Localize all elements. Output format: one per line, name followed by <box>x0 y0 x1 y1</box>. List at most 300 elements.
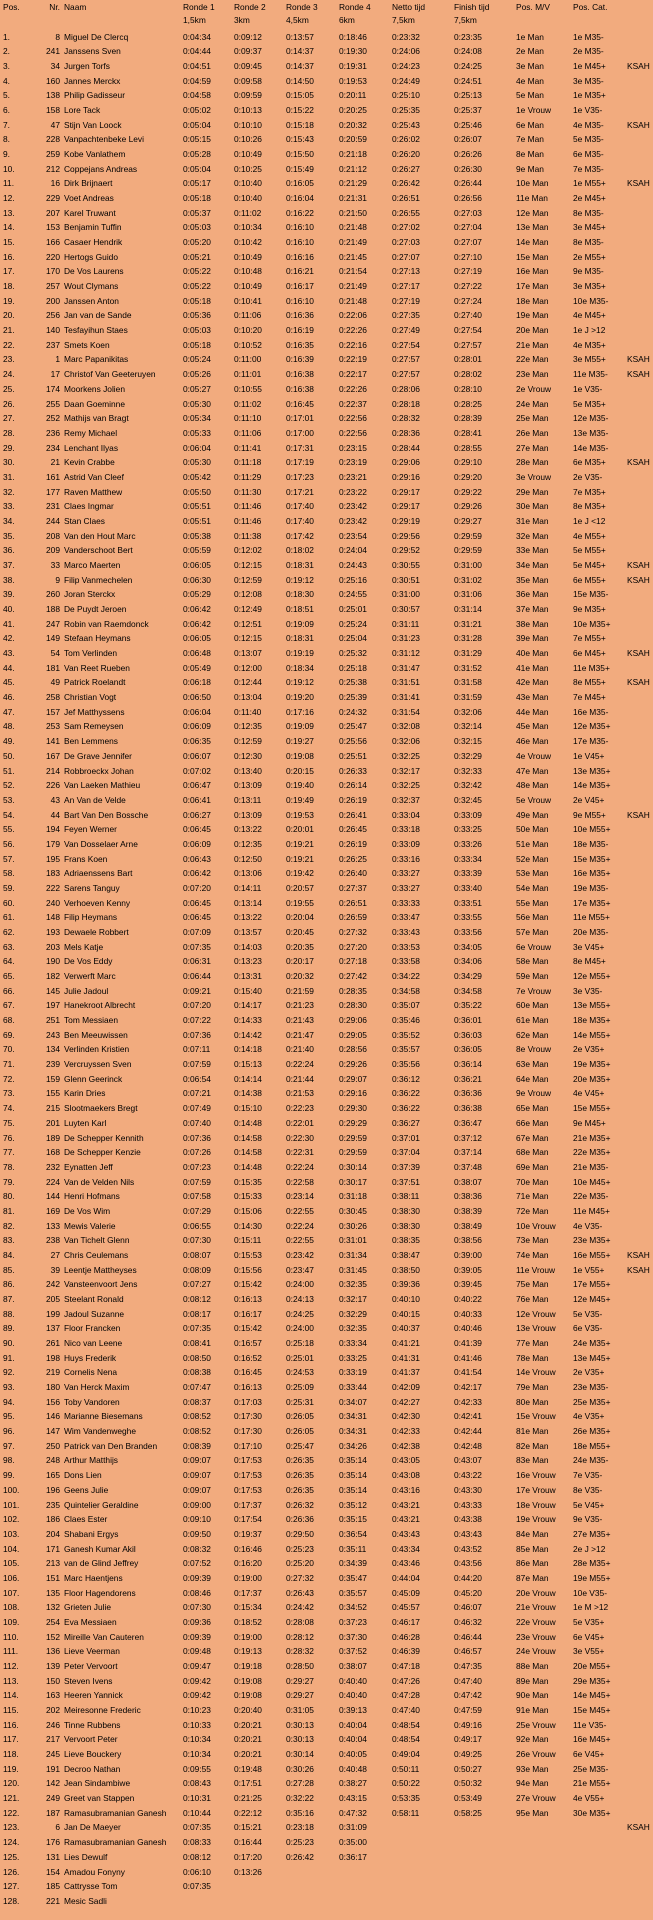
cell-naam: Van Reet Rueben <box>64 662 130 673</box>
cell-naam: Quintelier Geraldine <box>64 1499 139 1510</box>
cell-ronde1: 0:07:59 <box>183 1176 211 1187</box>
cell-finish-tijd: 0:27:10 <box>454 251 482 262</box>
cell-pos-cat: 1e M45+ <box>573 60 606 71</box>
cell-ronde2: 0:12:02 <box>234 545 262 556</box>
cell-ronde1: 0:06:05 <box>183 559 211 570</box>
table-row <box>0 1865 653 1879</box>
cell-ronde4: 0:25:38 <box>339 677 367 688</box>
cell-ronde4: 0:26:59 <box>339 912 367 923</box>
cell-pos: 86. <box>3 1279 15 1290</box>
cell-pos-cat: 4e M55+ <box>573 530 606 541</box>
cell-pos: 59. <box>3 882 15 893</box>
cell-pos-cat: 9e M35- <box>573 266 604 277</box>
cell-pos: 23. <box>3 354 15 365</box>
cell-finish-tijd: 0:38:36 <box>454 1191 482 1202</box>
cell-naam: Van Tichelt Glenn <box>64 1235 130 1246</box>
cell-pos-cat: 5e M45+ <box>573 559 606 570</box>
cell-pos-cat: 16e M55+ <box>573 1249 611 1260</box>
cell-pos-mv: 51e Man <box>516 838 549 849</box>
cell-netto-tijd: 0:33:27 <box>392 868 420 879</box>
cell-ronde3: 0:24:53 <box>286 1367 314 1378</box>
cell-ronde1: 0:08:46 <box>183 1587 211 1598</box>
cell-nr: 189 <box>46 1132 60 1143</box>
cell-ronde1: 0:06:50 <box>183 692 211 703</box>
cell-nr: 183 <box>46 868 60 879</box>
cell-ronde1: 0:06:54 <box>183 1073 211 1084</box>
cell-netto-tijd: 0:45:57 <box>392 1602 420 1613</box>
cell-pos-mv: 75e Man <box>516 1279 549 1290</box>
cell-pos: 49. <box>3 736 15 747</box>
cell-ronde4: 0:23:22 <box>339 486 367 497</box>
cell-ronde3: 0:16:35 <box>286 339 314 350</box>
table-row <box>0 1189 653 1203</box>
cell-ronde2: 0:13:23 <box>234 956 262 967</box>
cell-nr: 34 <box>50 60 60 71</box>
cell-netto-tijd: 0:28:32 <box>392 413 420 424</box>
cell-pos-cat: 6e M35- <box>573 148 604 159</box>
cell-pos-mv: 87e Man <box>516 1572 549 1583</box>
cell-finish-tijd: 0:38:49 <box>454 1220 482 1231</box>
cell-ronde4: 0:20:59 <box>339 134 367 145</box>
cell-nr: 201 <box>46 1117 60 1128</box>
table-row <box>0 294 653 308</box>
cell-ronde4: 0:40:40 <box>339 1675 367 1686</box>
cell-club: KSAH <box>627 354 650 365</box>
cell-club: KSAH <box>627 574 650 585</box>
cell-ronde2: 0:16:20 <box>234 1558 262 1569</box>
cell-finish-tijd: 0:50:27 <box>454 1763 482 1774</box>
cell-nr: 180 <box>46 1382 60 1393</box>
cell-nr: 204 <box>46 1528 60 1539</box>
cell-finish-tijd: 0:29:22 <box>454 486 482 497</box>
table-row <box>0 1879 653 1893</box>
cell-netto-tijd: 0:34:22 <box>392 971 420 982</box>
cell-ronde4: 0:20:25 <box>339 104 367 115</box>
cell-ronde3: 0:22:58 <box>286 1176 314 1187</box>
cell-naam: Cattrysse Tom <box>64 1881 118 1892</box>
cell-ronde4: 0:22:26 <box>339 383 367 394</box>
cell-ronde3: 0:17:16 <box>286 706 314 717</box>
cell-finish-tijd: 0:43:38 <box>454 1514 482 1525</box>
cell-ronde3: 0:21:59 <box>286 985 314 996</box>
cell-ronde4: 0:21:49 <box>339 237 367 248</box>
cell-nr: 168 <box>46 1147 60 1158</box>
cell-nr: 131 <box>46 1851 60 1862</box>
cell-ronde1: 0:05:29 <box>183 589 211 600</box>
cell-netto-tijd: 0:27:57 <box>392 369 420 380</box>
cell-naam: Huys Frederik <box>64 1352 117 1363</box>
cell-ronde4: 0:26:19 <box>339 794 367 805</box>
cell-ronde2: 0:16:44 <box>234 1837 262 1848</box>
cell-ronde3: 0:26:05 <box>286 1426 314 1437</box>
header-ronde4: Ronde 4 <box>339 2 371 12</box>
cell-finish-tijd: 0:40:33 <box>454 1308 482 1319</box>
cell-ronde1: 0:10:33 <box>183 1719 211 1730</box>
cell-pos-cat: 3e V45+ <box>573 941 605 952</box>
cell-ronde1: 0:09:07 <box>183 1470 211 1481</box>
cell-netto-tijd: 0:38:30 <box>392 1205 420 1216</box>
cell-ronde4: 0:23:21 <box>339 471 367 482</box>
cell-netto-tijd: 0:33:04 <box>392 809 420 820</box>
cell-ronde4: 0:37:23 <box>339 1616 367 1627</box>
cell-ronde1: 0:06:35 <box>183 736 211 747</box>
cell-ronde1: 0:09:50 <box>183 1528 211 1539</box>
cell-ronde2: 0:13:57 <box>234 926 262 937</box>
cell-finish-tijd: 0:27:04 <box>454 222 482 233</box>
cell-ronde2: 0:09:45 <box>234 60 262 71</box>
cell-ronde3: 0:20:17 <box>286 956 314 967</box>
cell-ronde4: 0:22:06 <box>339 310 367 321</box>
cell-ronde3: 0:28:32 <box>286 1646 314 1657</box>
cell-netto-tijd: 0:27:07 <box>392 251 420 262</box>
cell-pos-cat: 3e M35- <box>573 75 604 86</box>
cell-ronde2: 0:11:46 <box>234 515 262 526</box>
cell-pos-cat: 4e M45+ <box>573 310 606 321</box>
table-row <box>0 822 653 836</box>
cell-pos-mv: 86e Man <box>516 1558 549 1569</box>
cell-ronde1: 0:06:45 <box>183 824 211 835</box>
cell-ronde1: 0:10:44 <box>183 1807 211 1818</box>
cell-ronde1: 0:05:38 <box>183 530 211 541</box>
cell-pos-cat: 1e M35- <box>573 31 604 42</box>
cell-ronde2: 0:15:35 <box>234 1176 262 1187</box>
cell-ronde2: 0:14:11 <box>234 882 262 893</box>
cell-ronde2: 0:14:30 <box>234 1220 262 1231</box>
cell-finish-tijd: 0:58:25 <box>454 1807 482 1818</box>
cell-pos-cat: 3e V35- <box>573 985 603 996</box>
cell-pos-mv: 16e Vrouw <box>516 1470 556 1481</box>
table-row <box>0 118 653 132</box>
cell-ronde3: 0:28:50 <box>286 1660 314 1671</box>
cell-nr: 252 <box>46 413 60 424</box>
cell-netto-tijd: 0:28:18 <box>392 398 420 409</box>
cell-netto-tijd: 0:31:23 <box>392 633 420 644</box>
cell-naam: Ramasubramanian Ganesh <box>64 1837 167 1848</box>
cell-pos: 114. <box>3 1690 19 1701</box>
table-row <box>0 1219 653 1233</box>
cell-ronde4: 0:31:34 <box>339 1249 367 1260</box>
cell-ronde2: 0:10:34 <box>234 222 262 233</box>
cell-finish-tijd: 0:33:40 <box>454 882 482 893</box>
table-row <box>0 470 653 484</box>
cell-finish-tijd: 0:25:46 <box>454 119 482 130</box>
cell-ronde1: 0:04:34 <box>183 31 211 42</box>
cell-pos-cat: 5e M35+ <box>573 398 606 409</box>
cell-ronde2: 0:15:53 <box>234 1249 262 1260</box>
cell-finish-tijd: 0:28:10 <box>454 383 482 394</box>
cell-pos-cat: 17e M35- <box>573 736 609 747</box>
cell-pos-cat: 12e M55+ <box>573 971 611 982</box>
cell-finish-tijd: 0:28:55 <box>454 442 482 453</box>
cell-nr: 17 <box>50 369 60 380</box>
cell-ronde2: 0:12:35 <box>234 721 262 732</box>
cell-naam: Kevin Crabbe <box>64 457 115 468</box>
cell-pos: 104. <box>3 1543 20 1554</box>
subheader-ronde3: 4,5km <box>286 15 309 25</box>
cell-netto-tijd: 0:33:58 <box>392 956 420 967</box>
cell-pos-mv: 72e Man <box>516 1205 549 1216</box>
cell-ronde2: 0:13:04 <box>234 692 262 703</box>
cell-ronde2: 0:17:53 <box>234 1484 262 1495</box>
cell-ronde3: 0:16:19 <box>286 325 314 336</box>
cell-pos: 7. <box>3 119 10 130</box>
cell-finish-tijd: 0:26:56 <box>454 192 482 203</box>
cell-naam: Raven Matthew <box>64 486 123 497</box>
cell-ronde3: 0:14:37 <box>286 60 314 71</box>
cell-ronde1: 0:05:22 <box>183 266 211 277</box>
cell-nr: 155 <box>46 1088 60 1099</box>
cell-netto-tijd: 0:40:15 <box>392 1308 420 1319</box>
cell-naam: Van Laeken Mathieu <box>64 780 141 791</box>
cell-finish-tijd: 0:33:09 <box>454 809 482 820</box>
cell-finish-tijd: 0:31:28 <box>454 633 482 644</box>
cell-naam: De Schepper Kennith <box>64 1132 144 1143</box>
cell-pos-mv: 6e Man <box>516 119 544 130</box>
cell-netto-tijd: 0:31:41 <box>392 692 420 703</box>
cell-ronde1: 0:07:35 <box>183 1323 211 1334</box>
table-row <box>0 1512 653 1526</box>
table-row <box>0 1527 653 1541</box>
cell-pos: 103. <box>3 1528 20 1539</box>
cell-ronde4: 0:35:00 <box>339 1837 367 1848</box>
cell-ronde4: 0:23:19 <box>339 457 367 468</box>
cell-naam: Tom Verlinden <box>64 648 118 659</box>
cell-pos: 116. <box>3 1719 19 1730</box>
cell-finish-tijd: 0:33:39 <box>454 868 482 879</box>
cell-ronde2: 0:19:13 <box>234 1646 262 1657</box>
cell-pos-mv: 28e Man <box>516 457 549 468</box>
table-row <box>0 1850 653 1864</box>
cell-pos-mv: 18e Man <box>516 295 549 306</box>
cell-nr: 16 <box>50 178 60 189</box>
cell-pos-mv: 80e Man <box>516 1396 549 1407</box>
cell-pos-mv: 84e Man <box>516 1528 549 1539</box>
table-row <box>0 162 653 176</box>
cell-pos-mv: 12e Vrouw <box>516 1308 556 1319</box>
cell-ronde2: 0:22:12 <box>234 1807 262 1818</box>
cell-netto-tijd: 0:46:39 <box>392 1646 420 1657</box>
cell-finish-tijd: 0:46:07 <box>454 1602 482 1613</box>
cell-ronde1: 0:07:36 <box>183 1132 211 1143</box>
table-row <box>0 1380 653 1394</box>
cell-naam: Adriaenssens Bart <box>64 868 133 879</box>
cell-pos-cat: 6e V45+ <box>573 1749 605 1760</box>
cell-finish-tijd: 0:43:22 <box>454 1470 482 1481</box>
cell-ronde1: 0:05:02 <box>183 104 211 115</box>
cell-ronde3: 0:18:31 <box>286 559 314 570</box>
cell-finish-tijd: 0:43:43 <box>454 1528 482 1539</box>
cell-pos: 9. <box>3 148 10 159</box>
cell-netto-tijd: 0:43:05 <box>392 1455 420 1466</box>
cell-pos: 109. <box>3 1616 20 1627</box>
table-row <box>0 1175 653 1189</box>
cell-ronde1: 0:04:44 <box>183 46 211 57</box>
cell-pos-cat: 10e M35+ <box>573 618 611 629</box>
cell-naam: Moorkens Jolien <box>64 383 125 394</box>
table-row <box>0 1806 653 1820</box>
cell-pos: 8. <box>3 134 10 145</box>
table-row <box>0 1233 653 1247</box>
cell-pos-cat: 7e M35- <box>573 163 604 174</box>
cell-ronde1: 0:05:30 <box>183 398 211 409</box>
cell-ronde1: 0:09:39 <box>183 1572 211 1583</box>
cell-ronde3: 0:27:28 <box>286 1778 314 1789</box>
cell-pos-mv: 27e Man <box>516 442 549 453</box>
table-row <box>0 1116 653 1130</box>
cell-ronde3: 0:22:31 <box>286 1147 314 1158</box>
cell-netto-tijd: 0:26:42 <box>392 178 420 189</box>
cell-ronde4: 0:35:14 <box>339 1470 367 1481</box>
cell-naam: Vervoort Peter <box>64 1734 118 1745</box>
cell-nr: 194 <box>46 824 60 835</box>
cell-ronde2: 0:13:22 <box>234 824 262 835</box>
cell-netto-tijd: 0:48:54 <box>392 1734 420 1745</box>
cell-ronde2: 0:13:06 <box>234 868 262 879</box>
cell-netto-tijd: 0:45:09 <box>392 1587 420 1598</box>
cell-nr: 161 <box>46 471 60 482</box>
cell-pos-cat: 4e M35- <box>573 119 604 130</box>
cell-naam: Karin Dries <box>64 1088 106 1099</box>
cell-ronde4: 0:20:32 <box>339 119 367 130</box>
cell-pos-cat: 14e M35- <box>573 442 609 453</box>
cell-pos-mv: 94e Man <box>516 1778 549 1789</box>
cell-pos-cat: 1e V35- <box>573 104 603 115</box>
cell-nr: 142 <box>46 1778 60 1789</box>
cell-ronde4: 0:40:05 <box>339 1749 367 1760</box>
cell-finish-tijd: 0:39:00 <box>454 1249 482 1260</box>
cell-finish-tijd: 0:36:14 <box>454 1059 482 1070</box>
cell-naam: Jadoul Suzanne <box>64 1308 125 1319</box>
cell-pos: 80. <box>3 1191 15 1202</box>
cell-pos-cat: 13e M55+ <box>573 1000 611 1011</box>
cell-nr: 170 <box>46 266 60 277</box>
cell-naam: Jurgen Torfs <box>64 60 110 71</box>
table-row <box>0 529 653 543</box>
cell-ronde4: 0:35:57 <box>339 1587 367 1598</box>
cell-ronde2: 0:14:18 <box>234 1044 262 1055</box>
cell-naam: Decroo Nathan <box>64 1763 121 1774</box>
table-row <box>0 59 653 73</box>
cell-ronde1: 0:06:47 <box>183 780 211 791</box>
cell-ronde2: 0:11:00 <box>234 354 262 365</box>
cell-ronde4: 0:30:45 <box>339 1205 367 1216</box>
cell-nr: 207 <box>46 207 60 218</box>
cell-ronde1: 0:06:09 <box>183 721 211 732</box>
cell-naam: Grieten Julie <box>64 1602 112 1613</box>
cell-nr: 247 <box>46 618 60 629</box>
cell-finish-tijd: 0:34:58 <box>454 985 482 996</box>
cell-ronde1: 0:05:49 <box>183 662 211 673</box>
cell-netto-tijd: 0:27:19 <box>392 295 420 306</box>
table-row <box>0 1820 653 1834</box>
cell-ronde3: 0:15:49 <box>286 163 314 174</box>
cell-pos: 31. <box>3 471 15 482</box>
cell-pos-cat: 26e M35+ <box>573 1426 611 1437</box>
cell-ronde1: 0:07:23 <box>183 1161 211 1172</box>
cell-pos: 95. <box>3 1411 15 1422</box>
cell-nr: 205 <box>46 1293 60 1304</box>
cell-pos-mv: 35e Man <box>516 574 549 585</box>
cell-ronde1: 0:07:35 <box>183 941 211 952</box>
cell-netto-tijd: 0:35:07 <box>392 1000 420 1011</box>
cell-netto-tijd: 0:26:20 <box>392 148 420 159</box>
cell-ronde3: 0:17:31 <box>286 442 314 453</box>
cell-ronde3: 0:26:36 <box>286 1514 314 1525</box>
cell-ronde2: 0:13:31 <box>234 971 262 982</box>
table-row <box>0 191 653 205</box>
cell-ronde4: 0:26:14 <box>339 780 367 791</box>
cell-pos: 6. <box>3 104 10 115</box>
cell-pos-mv: 63e Man <box>516 1059 549 1070</box>
cell-ronde1: 0:06:18 <box>183 677 211 688</box>
cell-ronde3: 0:22:24 <box>286 1161 314 1172</box>
cell-ronde3: 0:30:14 <box>286 1749 314 1760</box>
cell-pos-cat: 23e M35+ <box>573 1235 611 1246</box>
cell-pos-cat: 9e M35+ <box>573 604 606 615</box>
table-row <box>0 499 653 513</box>
cell-pos-mv: 13e Man <box>516 222 549 233</box>
table-row <box>0 661 653 675</box>
table-row <box>0 1762 653 1776</box>
cell-finish-tijd: 0:23:35 <box>454 31 482 42</box>
cell-ronde3: 0:28:08 <box>286 1616 314 1627</box>
cell-pos-cat: 6e V35- <box>573 1323 603 1334</box>
cell-pos: 89. <box>3 1323 15 1334</box>
cell-pos-cat: 9e M45+ <box>573 1117 606 1128</box>
cell-nr: 260 <box>46 589 60 600</box>
cell-finish-tijd: 0:45:20 <box>454 1587 482 1598</box>
cell-finish-tijd: 0:29:20 <box>454 471 482 482</box>
cell-pos: 77. <box>3 1147 15 1158</box>
table-row <box>0 1321 653 1335</box>
cell-pos-cat: 11e M35- <box>573 369 608 380</box>
table-row <box>0 910 653 924</box>
cell-ronde4: 0:29:07 <box>339 1073 367 1084</box>
table-row <box>0 1571 653 1585</box>
cell-ronde3: 0:17:01 <box>286 413 314 424</box>
cell-ronde4: 0:28:56 <box>339 1044 367 1055</box>
cell-pos: 101. <box>3 1499 20 1510</box>
cell-ronde3: 0:22:01 <box>286 1117 314 1128</box>
cell-club: KSAH <box>627 457 650 468</box>
cell-ronde4: 0:23:42 <box>339 515 367 526</box>
cell-naam: Van den Hout Marc <box>64 530 136 541</box>
cell-pos: 84. <box>3 1249 15 1260</box>
cell-pos: 115. <box>3 1705 19 1716</box>
cell-nr: 224 <box>46 1176 60 1187</box>
table-row <box>0 954 653 968</box>
table-row <box>0 103 653 117</box>
table-row <box>0 1644 653 1658</box>
cell-ronde4: 0:27:18 <box>339 956 367 967</box>
cell-ronde1: 0:07:36 <box>183 1029 211 1040</box>
subheader-row <box>0 13 653 27</box>
cell-ronde4: 0:26:19 <box>339 838 367 849</box>
cell-ronde1: 0:06:27 <box>183 809 211 820</box>
cell-ronde3: 0:25:09 <box>286 1382 314 1393</box>
table-row <box>0 455 653 469</box>
cell-ronde1: 0:05:51 <box>183 501 211 512</box>
cell-ronde3: 0:13:57 <box>286 31 314 42</box>
cell-netto-tijd: 0:43:21 <box>392 1514 420 1525</box>
cell-ronde4: 0:21:45 <box>339 251 367 262</box>
cell-ronde2: 0:17:30 <box>234 1411 262 1422</box>
cell-ronde1: 0:07:09 <box>183 926 211 937</box>
cell-finish-tijd: 0:36:01 <box>454 1015 482 1026</box>
cell-pos-cat: 13e M35+ <box>573 765 611 776</box>
cell-naam: Van de Velden Nils <box>64 1176 135 1187</box>
cell-netto-tijd: 0:29:17 <box>392 501 420 512</box>
